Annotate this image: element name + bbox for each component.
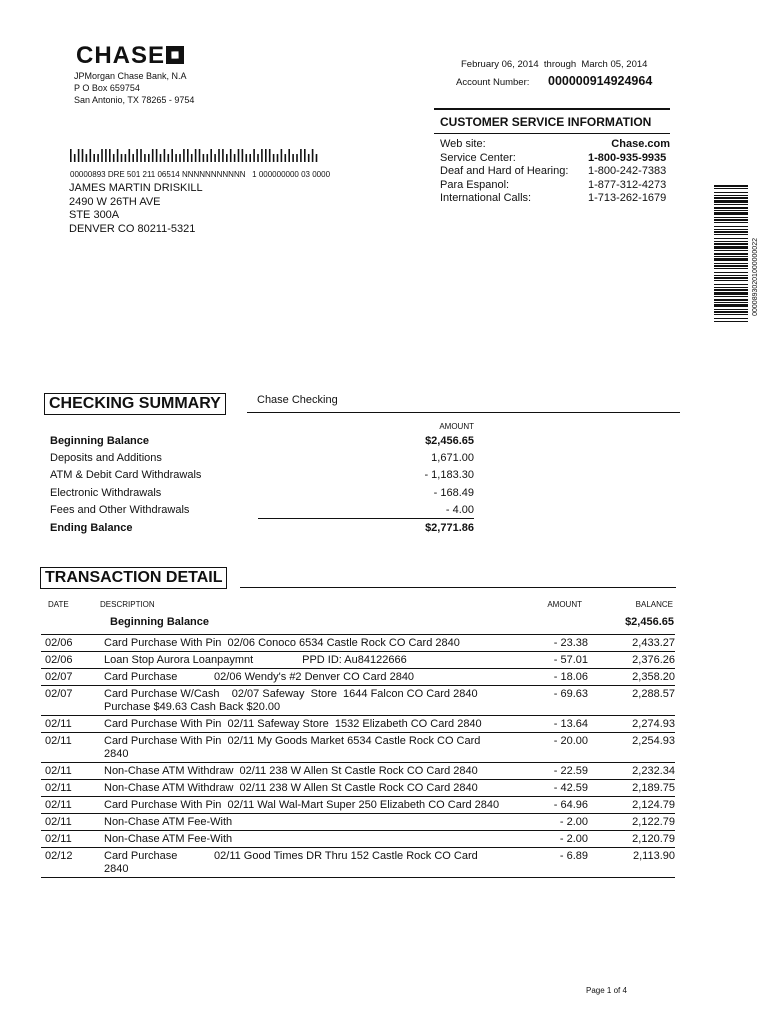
summary-label: Fees and Other Withdrawals: [50, 503, 190, 516]
transaction-amount: - 2.00: [559, 833, 588, 845]
summary-label: Electronic Withdrawals: [50, 486, 162, 499]
transaction-description: Card Purchase With Pin 02/06 Conoco 6534 Castle Rock CO Card 2840: [104, 637, 460, 649]
summary-row: [50, 501, 474, 518]
cs-phone: 1-800-935-9935: [588, 151, 667, 164]
transaction-amount: - 57.01: [553, 654, 588, 666]
side-barcode: [714, 185, 748, 325]
customer-address-line: STE 300A: [69, 209, 120, 221]
summary-row: [50, 432, 474, 449]
transaction-description: Card Purchase With Pin 02/11 My Goods Market 6534 Castle Rock CO Card 2840: [104, 735, 484, 760]
transaction-date: 02/06: [45, 637, 73, 649]
transaction-date: 02/06: [45, 654, 73, 666]
transaction-amount: - 6.89: [559, 850, 588, 862]
transaction-detail-title: TRANSACTION DETAIL: [40, 567, 227, 589]
transaction-balance: 2,113.90: [632, 850, 675, 862]
transaction-date: 02/11: [45, 765, 72, 777]
transaction-amount: - 18.06: [553, 671, 588, 683]
cs-phone: 1-877-312-4273: [588, 178, 667, 191]
cs-phone: 1-713-262-1679: [588, 192, 667, 204]
transaction-description: Card Purchase With Pin 02/11 Safeway Store 1532 Elizabeth CO Card 2840: [104, 718, 482, 730]
table-row: [41, 732, 675, 762]
table-row: [41, 779, 675, 796]
transaction-date: 02/11: [45, 735, 72, 747]
transaction-date: 02/11: [45, 833, 72, 845]
summary-label: Beginning Balance: [50, 434, 150, 447]
transaction-description: Card Purchase 02/06 Wendy's #2 Denver CO Card 2840: [104, 671, 415, 683]
transaction-balance: 2,189.75: [632, 782, 675, 794]
summary-amount: - 1,183.30: [424, 468, 474, 481]
customer-address-line: DENVER CO 80211-5321: [69, 222, 196, 235]
postal-barcode: [70, 149, 322, 162]
cs-row-espanol: [434, 179, 670, 193]
table-row: [41, 796, 675, 813]
customer-address-line: JAMES MARTIN DRISKILL: [69, 182, 203, 194]
cs-phone: 1-800-242-7383: [588, 165, 667, 177]
beginning-balance-label: Beginning Balance: [110, 616, 210, 628]
transaction-amount: - 22.59: [553, 765, 588, 777]
checking-summary-subtitle: Chase Checking: [257, 394, 338, 406]
summary-label: Deposits and Additions: [50, 451, 162, 464]
transaction-balance: 2,376.26: [632, 654, 675, 666]
cs-label: Service Center:: [440, 151, 516, 164]
transaction-date: 02/11: [45, 799, 72, 811]
transaction-description: Non-Chase ATM Withdraw 02/11 238 W Allen St Castle Rock CO Card 2840: [104, 765, 478, 777]
cs-row-deaf: [434, 165, 670, 179]
table-row: [41, 651, 675, 668]
transaction-balance: 2,288.57: [632, 688, 675, 700]
chase-logo-text: CHASE: [76, 42, 166, 69]
column-header-balance: BALANCE: [635, 600, 673, 609]
cs-row-website: [434, 138, 670, 152]
transaction-amount: - 2.00: [559, 816, 588, 828]
cs-label: Web site:: [440, 138, 486, 150]
transaction-balance: 2,358.20: [632, 671, 675, 683]
side-barcode-code: 00008930201000000022: [752, 238, 759, 316]
table-row: [41, 813, 675, 830]
cs-label: Deaf and Hard of Hearing:: [440, 165, 569, 177]
statement-period: February 06, 2014 through March 05, 2014: [461, 59, 648, 70]
transaction-amount: - 20.00: [553, 735, 588, 747]
bank-address-line: JPMorgan Chase Bank, N.A: [74, 71, 187, 81]
transaction-amount: - 42.59: [553, 782, 588, 794]
transaction-amount: - 23.38: [553, 637, 588, 649]
transaction-amount: - 13.64: [553, 718, 588, 730]
summary-row: [50, 519, 474, 536]
transaction-date: 02/11: [45, 816, 72, 828]
cs-row-international: [434, 192, 670, 206]
table-row: [41, 762, 675, 779]
table-row: [41, 715, 675, 732]
summary-label: ATM & Debit Card Withdrawals: [50, 468, 202, 481]
transaction-balance: 2,274.93: [632, 718, 675, 730]
transaction-description: Non-Chase ATM Withdraw 02/11 238 W Allen St Castle Rock CO Card 2840: [104, 782, 478, 794]
summary-amount: - 168.49: [433, 486, 474, 499]
summary-row: [50, 466, 474, 483]
summary-amount: $2,456.65: [425, 434, 474, 447]
transaction-date: 02/11: [45, 782, 72, 794]
transaction-balance: 2,433.27: [632, 637, 675, 649]
cs-label: Para Espanol:: [440, 178, 510, 191]
column-header-description: DESCRIPTION: [100, 600, 155, 609]
table-row: [41, 668, 675, 685]
table-row: [41, 830, 675, 847]
transaction-date: 02/07: [45, 671, 73, 683]
customer-service-box: [434, 108, 670, 206]
transaction-description: Card Purchase With Pin 02/11 Wal Wal-Mart Super 250 Elizabeth CO Card 2840: [104, 799, 500, 811]
account-number-label: Account Number:: [456, 77, 530, 88]
transaction-description: Card Purchase 02/11 Good Times DR Thru 152 Castle Rock CO Card 2840: [104, 850, 481, 875]
transaction-description: Non-Chase ATM Fee-With: [104, 816, 233, 828]
customer-service-title: CUSTOMER SERVICE INFORMATION: [434, 108, 670, 134]
beginning-balance-amount: $2,456.65: [625, 616, 674, 628]
account-number: 000000914924964: [548, 74, 653, 88]
summary-amount-header: AMOUNT: [439, 422, 474, 431]
transaction-date: 02/07: [45, 688, 73, 700]
bank-address-line: P O Box 659754: [74, 83, 140, 93]
transaction-amount: - 69.63: [553, 688, 588, 700]
transaction-balance: 2,254.93: [632, 735, 675, 747]
summary-amount: 1,671.00: [431, 451, 474, 464]
customer-address-line: 2490 W 26TH AVE: [69, 195, 161, 208]
summary-label: Ending Balance: [50, 521, 133, 534]
transaction-balance: 2,232.34: [632, 765, 675, 777]
transaction-date: 02/12: [45, 850, 73, 862]
summary-row: [50, 449, 474, 466]
checking-summary-title: CHECKING SUMMARY: [44, 393, 226, 415]
summary-amount: - 4.00: [445, 503, 474, 516]
mailing-reference-line: 00000893 DRE 501 211 06514 NNNNNNNNNNN 1 000000000 03 0000: [70, 170, 331, 179]
column-header-amount: AMOUNT: [547, 600, 582, 609]
transaction-description: Card Purchase W/Cash 02/07 Safeway Store 1644 Falcon CO Card 2840 Purchase $49.63 Cash Back $20.00: [104, 688, 478, 713]
transaction-balance: 2,120.79: [632, 833, 675, 845]
table-row: [41, 634, 675, 651]
transaction-description: Loan Stop Aurora Loanpaymnt PPD ID: Au84122666: [104, 654, 407, 666]
transaction-table: [41, 634, 675, 878]
transaction-description: Non-Chase ATM Fee-With: [104, 833, 233, 845]
cs-label: International Calls:: [440, 192, 532, 204]
cs-website-link[interactable]: Chase.com: [611, 138, 670, 150]
bank-address: [74, 70, 194, 106]
transaction-amount: - 64.96: [553, 799, 588, 811]
summary-amount: $2,771.86: [425, 521, 474, 534]
summary-row: [50, 484, 474, 501]
divider: [240, 587, 676, 588]
bank-address-line: San Antonio, TX 78265 - 9754: [74, 95, 195, 105]
cs-row-service-center: [434, 152, 670, 166]
transaction-balance: 2,122.79: [632, 816, 675, 828]
table-row: [41, 847, 675, 878]
page-number: Page 1 of 4: [586, 986, 627, 995]
transaction-balance: 2,124.79: [632, 799, 675, 811]
divider: [247, 412, 680, 413]
transaction-date: 02/11: [45, 718, 72, 730]
column-header-date: DATE: [48, 600, 69, 609]
chase-octagon-icon: [166, 46, 184, 64]
table-row: [41, 685, 675, 715]
customer-address: [69, 182, 203, 236]
